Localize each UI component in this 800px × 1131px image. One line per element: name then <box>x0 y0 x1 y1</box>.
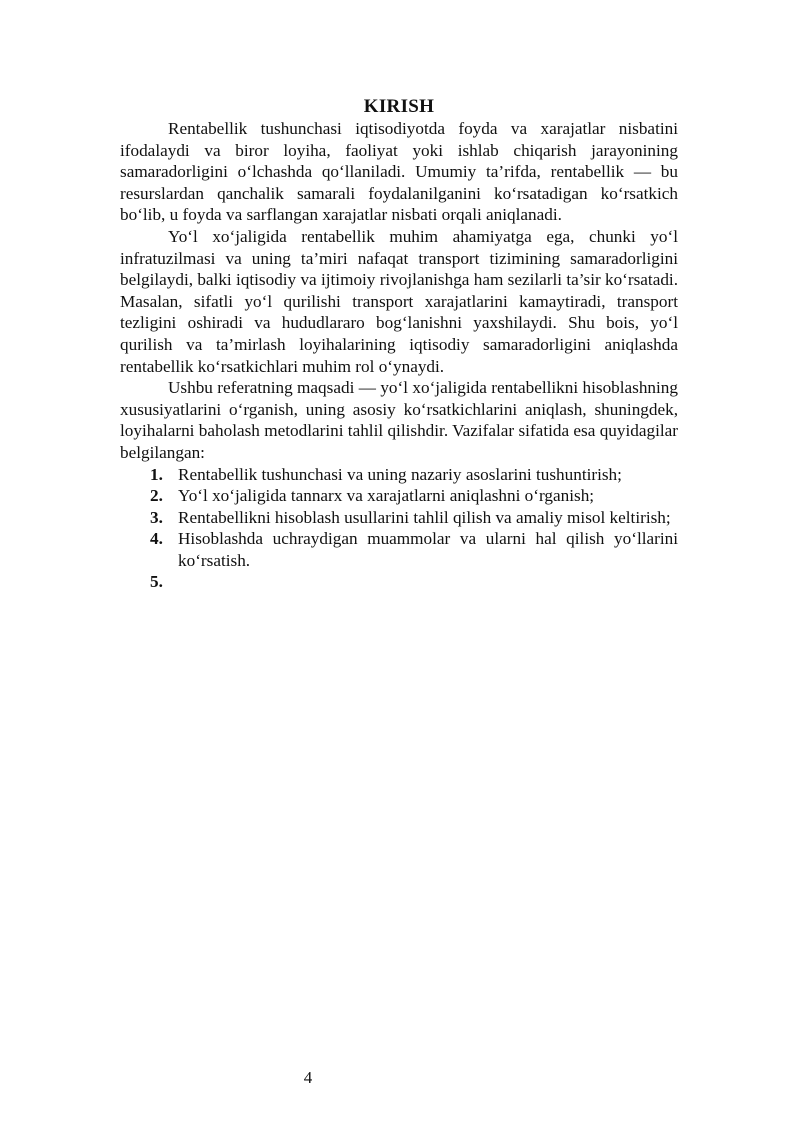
list-item <box>120 464 678 486</box>
page-title: KIRISH <box>363 96 435 117</box>
list-number: 3. <box>150 507 163 527</box>
page-number: 4 <box>303 1068 313 1087</box>
list-text: Hisoblashda uchraydigan muammolar va ularni hal qilish yo‘llarini ko‘rsatish. <box>178 529 678 570</box>
page-content <box>120 96 678 593</box>
list-number: 5. <box>150 572 163 592</box>
paragraph-road-economy: Yo‘l xo‘jaligida rentabellik muhim ahamiyatga ega, chunki yo‘l infratuzilmasi va uning ta’miri nafaqat transport tizimining samaradorligini belgilaydi, balki iqtisodiy va ijtimoiy rivojlanishga ham sezilarli ta’sir ko‘rsatadi. Masalan, sifatli yo‘l qurilishi transport xarajatlarini kamaytiradi, transport tezligini oshiradi va hududlararo bog‘lanishni yaxshilaydi. Shu bois, yo‘l qurilish va ta’mirlash loyihalarining iqtisodiy samaradorligini aniqlashda rentabellik ko‘rsatkichlari muhim rol o‘ynaydi. <box>120 226 679 376</box>
list-item <box>120 485 678 507</box>
list-number: 2. <box>150 486 163 506</box>
list-item <box>120 507 678 529</box>
list-text: Rentabellikni hisoblash usullarini tahlil qilish va amaliy misol keltirish; <box>178 507 671 527</box>
list-text: Rentabellik tushunchasi va uning nazariy asoslarini tushuntirish; <box>178 464 622 484</box>
list-item <box>120 571 678 593</box>
list-text: Yo‘l xo‘jaligida tannarx va xarajatlarni aniqlashni o‘rganish; <box>178 486 595 506</box>
list-text <box>178 572 182 591</box>
list-item <box>120 528 678 571</box>
paragraph-purpose: Ushbu referatning maqsadi — yo‘l xo‘jaligida rentabellikni hisoblashning xususiyatlarini o‘rganish, uning asosiy ko‘rsatkichlarini aniqlash, shuningdek, loyihalarni baholash metodlarini tahlil qilishdir. Vazifalar sifatida esa quyidagilar belgilangan: <box>120 378 678 462</box>
paragraph-intro: Rentabellik tushunchasi iqtisodiyotda foyda va xarajatlar nisbatini ifodalaydi va biror loyiha, faoliyat yoki ishlab chiqarish jarayonining samaradorligini o‘lchashda qo‘llaniladi. Umumiy ta’rifda, rentabellik — bu resurslardan qanchalik samarali foydalanilganini ko‘rsatadigan ko‘rsatkich bo‘lib, u foyda va sarflangan xarajatlar nisbati orqali aniqlanadi. <box>120 119 678 225</box>
list-number: 1. <box>150 464 163 484</box>
list-number: 4. <box>150 529 163 549</box>
task-list <box>120 464 678 594</box>
